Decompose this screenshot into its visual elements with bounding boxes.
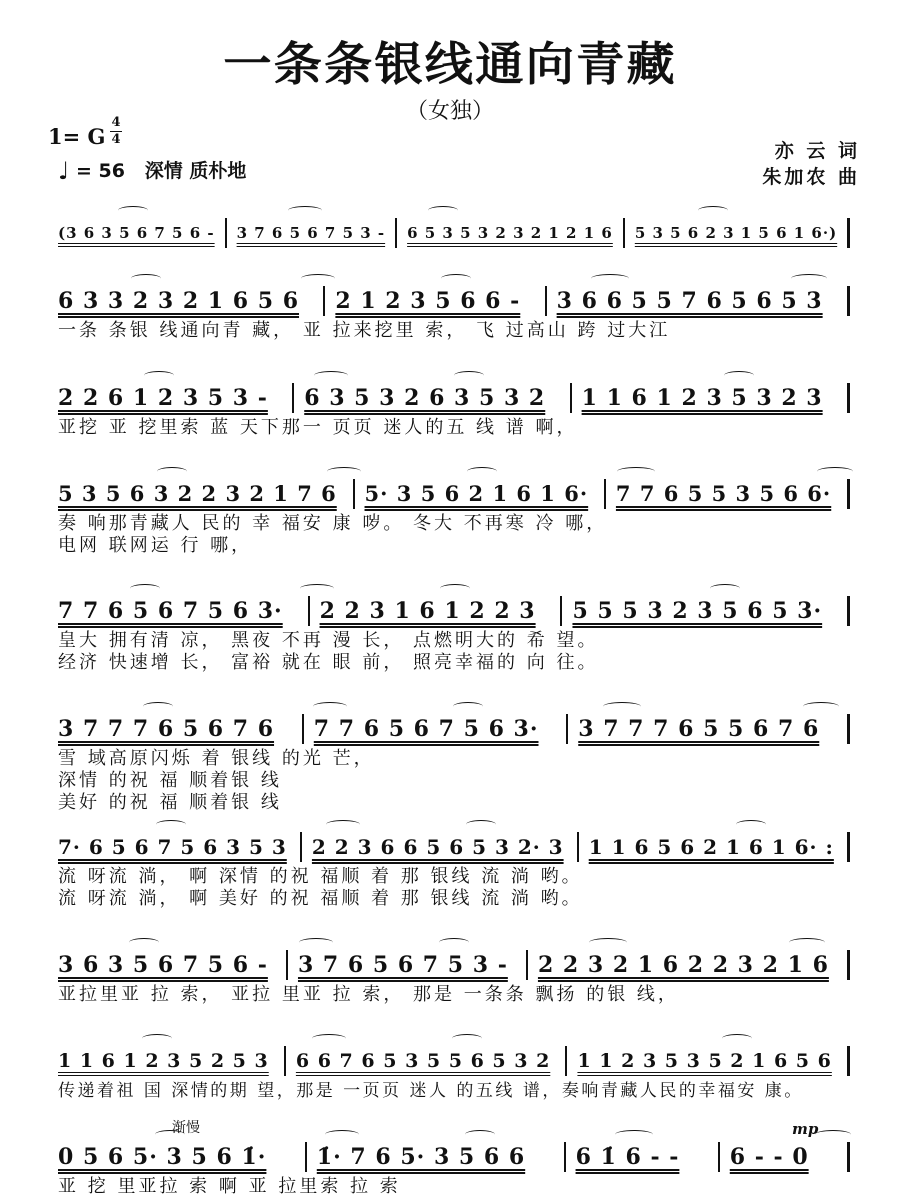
notation-line <box>58 479 860 509</box>
measure: 2 1 2 3 5 6 6 - <box>335 288 521 314</box>
measure: 1 1 6 1 2 3 5 2 5 3 <box>58 1050 269 1072</box>
tempo-value: = 56 <box>75 160 125 182</box>
slur-mark <box>465 1130 495 1139</box>
slur-mark <box>118 206 148 215</box>
slur-mark <box>617 467 655 476</box>
bar-line <box>286 950 288 980</box>
bar-line <box>565 1046 567 1076</box>
slur-mark <box>301 274 335 283</box>
slur-mark <box>803 702 839 711</box>
slur-mark <box>736 820 766 829</box>
measure: 1 1 6 5 6 2 1 6 1 6· : <box>588 835 834 859</box>
time-signature <box>110 116 122 147</box>
bar-line <box>847 1142 850 1172</box>
time-signature-top: 4 <box>111 115 121 130</box>
measure: 3 7 7 7 6 5 5 6 7 6 <box>578 716 820 742</box>
slur-mark <box>129 938 159 947</box>
bar-line <box>847 714 850 744</box>
measure: 1 1 6 1 2 3 5 3 2 3 <box>581 385 823 411</box>
bar-line <box>604 479 606 509</box>
slur-mark <box>156 820 186 829</box>
slur-mark <box>615 1130 653 1139</box>
lyric-line: 经济 快速增 长， 富裕 就在 眼 前， 照亮幸福的 向 往。 <box>58 652 599 673</box>
measure: 7 7 6 5 6 7 5 6 3· <box>58 598 283 624</box>
slur-mark <box>142 1034 172 1043</box>
measure: 3 6 3 5 6 7 5 6 - <box>58 952 268 978</box>
lyricist-credit: 亦 云 词 <box>774 140 860 162</box>
slur-mark <box>428 206 458 215</box>
slur-mark <box>143 702 173 711</box>
notation-line <box>58 950 860 980</box>
bar-line <box>323 286 325 316</box>
quarter-note-icon: ♩ <box>58 157 70 185</box>
time-signature-bottom: 4 <box>111 132 121 147</box>
bar-line <box>305 1142 307 1172</box>
measure: 6 3 3 2 3 2 1 6 5 6 <box>58 288 300 314</box>
bar-line <box>566 714 568 744</box>
lyric-line: 一条 条银 线通向青 藏， 亚 拉来挖里 索， 飞 过高山 跨 过大江 <box>58 320 671 341</box>
notation-line <box>58 286 860 316</box>
slur-mark <box>327 467 361 476</box>
slur-mark <box>157 467 187 476</box>
notation-line <box>58 383 860 413</box>
slur-marks <box>58 936 860 950</box>
measure: (3 6 3 5 6 7 5 6 - <box>58 224 215 242</box>
lyric-line: 奏 响那青藏人 民的 幸 福安 康 哕。 冬大 不再寒 冷 哪， <box>58 513 608 534</box>
bar-line <box>308 596 310 626</box>
notation-line <box>58 832 860 862</box>
bar-line <box>847 383 850 413</box>
bar-line <box>545 286 547 316</box>
slur-marks <box>58 272 860 286</box>
slur-mark <box>314 371 348 380</box>
slur-mark <box>698 206 728 215</box>
measure: 3 6 6 5 5 7 6 5 6 5 3 <box>556 288 823 314</box>
bar-line <box>560 596 562 626</box>
slur-mark <box>300 584 334 593</box>
slur-mark <box>724 371 754 380</box>
bar-line <box>564 1142 566 1172</box>
notation-line <box>58 596 860 626</box>
expression-text: 深情 质朴地 <box>144 160 247 182</box>
slur-mark <box>326 820 360 829</box>
notation-line <box>58 1046 860 1076</box>
slur-mark <box>789 938 825 947</box>
bar-line <box>847 950 850 980</box>
slur-marks <box>58 1032 860 1046</box>
song-title: 一条条银线通向青藏 <box>223 37 677 91</box>
measure: 3 7 6 5 6 7 5 3 - <box>297 952 508 978</box>
bar-line <box>570 383 572 413</box>
lyric-line: 流 呀流 淌， 啊 美好 的祝 福顺 着 那 银线 流 淌 哟。 <box>58 888 583 909</box>
slur-mark <box>439 938 469 947</box>
measure: 6 - - 0 <box>729 1144 809 1170</box>
bar-line <box>847 596 850 626</box>
slur-mark <box>312 1034 346 1043</box>
slur-mark <box>288 206 322 215</box>
slur-mark <box>815 1130 851 1139</box>
notation-line <box>58 714 860 744</box>
measure: 7 7 6 5 6 7 5 6 3· <box>313 716 539 742</box>
slur-mark <box>452 1034 482 1043</box>
slur-mark <box>466 820 496 829</box>
slur-mark <box>299 938 333 947</box>
lyric-line: 流 呀流 淌， 啊 深情 的祝 福顺 着 那 银线 流 淌 哟。 <box>58 866 583 887</box>
bar-line <box>395 218 397 248</box>
measure: 2 2 6 1 2 3 5 3 - <box>58 385 268 411</box>
slur-mark <box>589 938 627 947</box>
measure: 6 3 5 3 2 6 3 5 3 2 <box>304 385 546 411</box>
lyric-line: 亚挖 亚 挖里索 蓝 天下那一 页页 迷人的五 线 谱 啊， <box>58 417 578 438</box>
lyric-line: 美好 的祝 福 顺着银 线 <box>58 792 282 813</box>
measure: 7 7 6 5 5 3 5 6 6· <box>615 481 832 506</box>
measure: 1 1 2 3 5 3 5 2 1 6 5 6 <box>577 1050 832 1072</box>
measure: 1̇· 7 6 5· 3 5 6 6 <box>316 1144 526 1170</box>
slur-mark <box>603 702 641 711</box>
lyric-line: 传递着祖 国 深情的期 望，那是 一页页 迷人 的五线 谱，奏响青藏人民的幸福安 康。 <box>58 1081 804 1101</box>
measure: 6 5 3 5 3 2 3 2 1 2 1 6 <box>407 224 613 242</box>
slur-mark <box>441 274 471 283</box>
slur-mark <box>722 1034 752 1043</box>
slur-mark <box>144 371 174 380</box>
slur-marks <box>58 818 860 832</box>
slur-marks <box>58 582 860 596</box>
composer-credit: 朱加农 曲 <box>762 166 860 188</box>
slur-mark <box>440 584 470 593</box>
notation-line <box>58 218 860 248</box>
slur-mark <box>591 274 629 283</box>
measure: 7· 6 5 6 7 5 6 3 5 3 <box>58 835 287 859</box>
slur-mark <box>817 467 853 476</box>
slur-mark <box>467 467 497 476</box>
bar-line <box>847 218 850 248</box>
slur-mark <box>325 1130 359 1139</box>
measure: 2 2 3 6 6 5 6 5 3 2· 3 <box>311 835 564 859</box>
lyric-line: 雪 域高原闪烁 着 银线 的光 芒， <box>58 748 375 769</box>
bar-line <box>718 1142 720 1172</box>
notation-line <box>58 1142 860 1172</box>
slur-mark <box>130 584 160 593</box>
key-signature: 1= G <box>48 124 106 149</box>
bar-line <box>847 1046 850 1076</box>
bar-line <box>302 714 304 744</box>
bar-line <box>847 479 850 509</box>
bar-line <box>847 832 850 862</box>
measure: 0 5 6 5· 3 5 6 1̇· <box>58 1144 267 1170</box>
measure: 3 7 7 7 6 5 6 7 6 <box>58 716 275 742</box>
measure: 5 5 5 3 2 3 5 6 5 3· <box>572 598 823 624</box>
measure: 5 3 5 6 3 2 2 3 2 1 7 6 <box>58 481 337 506</box>
slur-marks <box>58 700 860 714</box>
slur-marks <box>58 204 860 218</box>
measure: 2 2 3 2 1 6 2 2 3 2 1 6 <box>537 952 829 978</box>
slur-marks <box>58 465 860 479</box>
bar-line <box>225 218 227 248</box>
bar-line <box>353 479 355 509</box>
slur-mark <box>313 702 347 711</box>
bar-line <box>847 286 850 316</box>
bar-line <box>577 832 579 862</box>
bar-line <box>526 950 528 980</box>
slower-marking: 渐慢 <box>172 1120 200 1136</box>
lyric-line: 电网 联网运 行 哪， <box>58 535 253 556</box>
measure: 6 1̇ 6 - - <box>575 1144 680 1170</box>
measure: 3 7 6 5 6 7 5 3 - <box>236 224 386 242</box>
measure: 2 2 3 1 6 1 2 2 3 <box>319 598 536 624</box>
slur-marks <box>58 369 860 383</box>
slur-mark <box>131 274 161 283</box>
lyric-line: 皇大 拥有清 凉， 黑夜 不再 漫 长， 点燃明大的 希 望。 <box>58 630 599 651</box>
bar-line <box>623 218 625 248</box>
lyric-line: 深情 的祝 福 顺着银 线 <box>58 770 282 791</box>
bar-line <box>284 1046 286 1076</box>
measure: 6 6 7 6 5 3 5 5 6 5 3 2 <box>295 1050 551 1072</box>
slur-mark <box>453 702 483 711</box>
tempo-marking <box>58 156 246 185</box>
slur-mark <box>710 584 740 593</box>
lyric-line: 亚拉里亚 拉 索， 亚拉 里亚 拉 索， 那是 一条条 飘扬 的银 线， <box>58 984 679 1005</box>
measure: 5 3 5 6 2 3 1 5 6 1 6·) <box>634 224 838 242</box>
lyric-line: 亚 挖 里亚拉 索 啊 亚 拉里索 拉 索 <box>58 1176 401 1197</box>
bar-line <box>292 383 294 413</box>
dynamic-marking: mp <box>792 1120 819 1138</box>
measure: 5· 3 5 6 2 1 6 1 6· <box>364 481 589 506</box>
slur-mark <box>791 274 827 283</box>
slur-mark <box>454 371 484 380</box>
bar-line <box>300 832 302 862</box>
song-subtitle: （女独） <box>405 99 494 124</box>
